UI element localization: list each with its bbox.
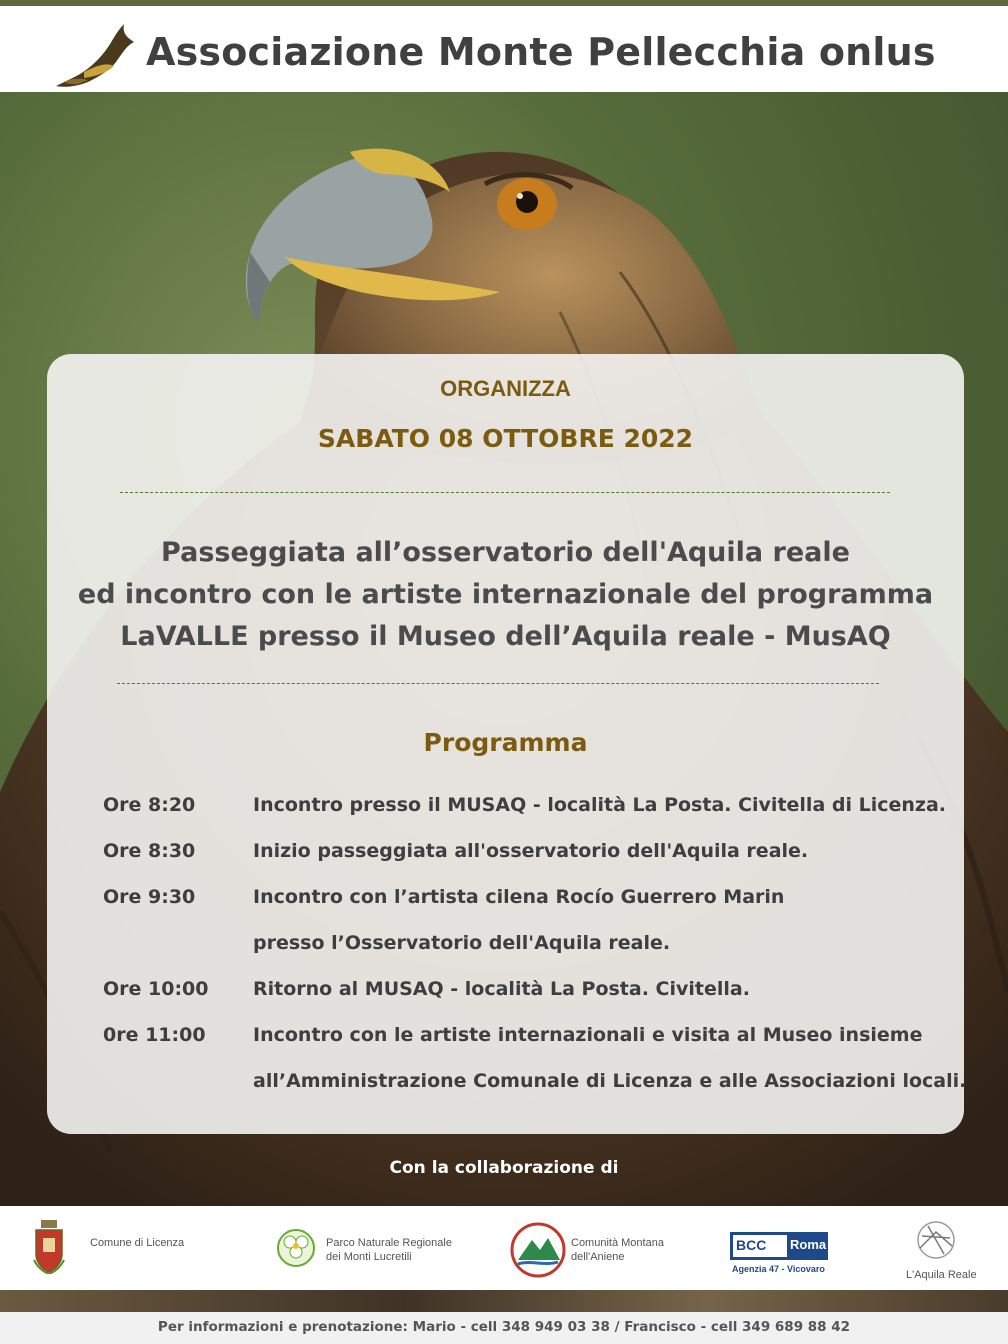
divider-top xyxy=(120,492,890,493)
schedule-list xyxy=(103,786,967,1108)
collaboration-label: Con la collaborazione di xyxy=(389,1158,619,1178)
aquila-label: L'Aquila Reale xyxy=(906,1269,977,1281)
schedule-desc: Incontro con l’artista cilena Rocío Guerrero Marin xyxy=(253,886,785,908)
comunita-label-1: Comunità Montana xyxy=(571,1237,664,1249)
schedule-row xyxy=(103,832,963,878)
bcc-branch: Agenzia 47 - Vicovaro xyxy=(732,1264,825,1274)
program-title: Programma xyxy=(423,728,588,757)
sponsor-comunita xyxy=(510,1206,690,1290)
bcc-brand: BCC xyxy=(736,1237,767,1253)
schedule-time: Ore 9:30 xyxy=(103,886,196,908)
schedule-time: 0re 11:00 xyxy=(103,1024,206,1046)
schedule-desc: Incontro con le artiste internazionali e visita al Museo insieme xyxy=(253,1024,923,1046)
bcc-logo xyxy=(730,1232,828,1260)
bcc-city: Roma xyxy=(790,1237,827,1252)
divider-bottom xyxy=(117,683,879,684)
sponsor-aquila xyxy=(902,1206,982,1290)
eagle-logo-icon xyxy=(54,20,136,92)
schedule-row xyxy=(103,924,963,970)
contact-info: Per informazioni e prenotazione: Mario - cell 348 949 03 38 / Francisco - cell 349 689 88 42 xyxy=(157,1319,851,1335)
comunita-label-2: dell'Aniene xyxy=(571,1251,625,1263)
association-title: Associazione Monte Pellecchia onlus xyxy=(146,30,936,74)
schedule-row xyxy=(103,1016,963,1062)
headline-line-3: LaVALLE presso il Museo dell’Aquila reale - MusAQ xyxy=(120,621,891,652)
mountain-logo-icon xyxy=(510,1220,566,1280)
schedule-row xyxy=(103,970,963,1016)
flower-logo-icon xyxy=(276,1228,316,1268)
coat-of-arms-icon xyxy=(32,1220,66,1274)
schedule-row xyxy=(103,1062,967,1108)
schedule-desc: all’Amministrazione Comunale di Licenza e alle Associazioni locali. xyxy=(253,1070,967,1092)
sponsor-parco xyxy=(276,1206,476,1290)
event-card xyxy=(47,354,967,1134)
headline-line-2: ed incontro con le artiste internazionale del programma xyxy=(77,579,934,610)
header xyxy=(0,6,1008,92)
photo-band xyxy=(0,1290,1008,1312)
schedule-desc: Ritorno al MUSAQ - località La Posta. Civitella. xyxy=(253,978,750,1000)
sponsor-strip xyxy=(0,1206,1008,1290)
schedule-desc: Incontro presso il MUSAQ - località La Posta. Civitella di Licenza. xyxy=(253,794,946,816)
sponsor-comune xyxy=(28,1206,198,1290)
comune-label: Comune di Licenza xyxy=(90,1237,185,1249)
schedule-time: Ore 10:00 xyxy=(103,978,209,1000)
parco-label-1: Parco Naturale Regionale xyxy=(326,1237,452,1249)
schedule-time: Ore 8:30 xyxy=(103,840,196,862)
parco-label-2: dei Monti Lucretili xyxy=(326,1251,412,1263)
organizza-label: ORGANIZZA xyxy=(440,376,571,401)
footer xyxy=(0,1312,1008,1344)
event-headline xyxy=(47,532,964,658)
sponsor-bcc xyxy=(730,1206,830,1290)
headline-line-1: Passeggiata all’osservatorio dell'Aquila reale xyxy=(161,537,850,568)
schedule-time: Ore 8:20 xyxy=(103,794,196,816)
event-date: SABATO 08 OTTOBRE 2022 xyxy=(317,424,694,453)
schedule-desc: presso l’Osservatorio dell'Aquila reale. xyxy=(253,932,671,954)
schedule-desc: Inizio passeggiata all'osservatorio dell'Aquila reale. xyxy=(253,840,809,862)
schedule-row xyxy=(103,878,963,924)
schedule-row xyxy=(103,786,963,832)
aquila-logo-icon xyxy=(914,1218,958,1262)
